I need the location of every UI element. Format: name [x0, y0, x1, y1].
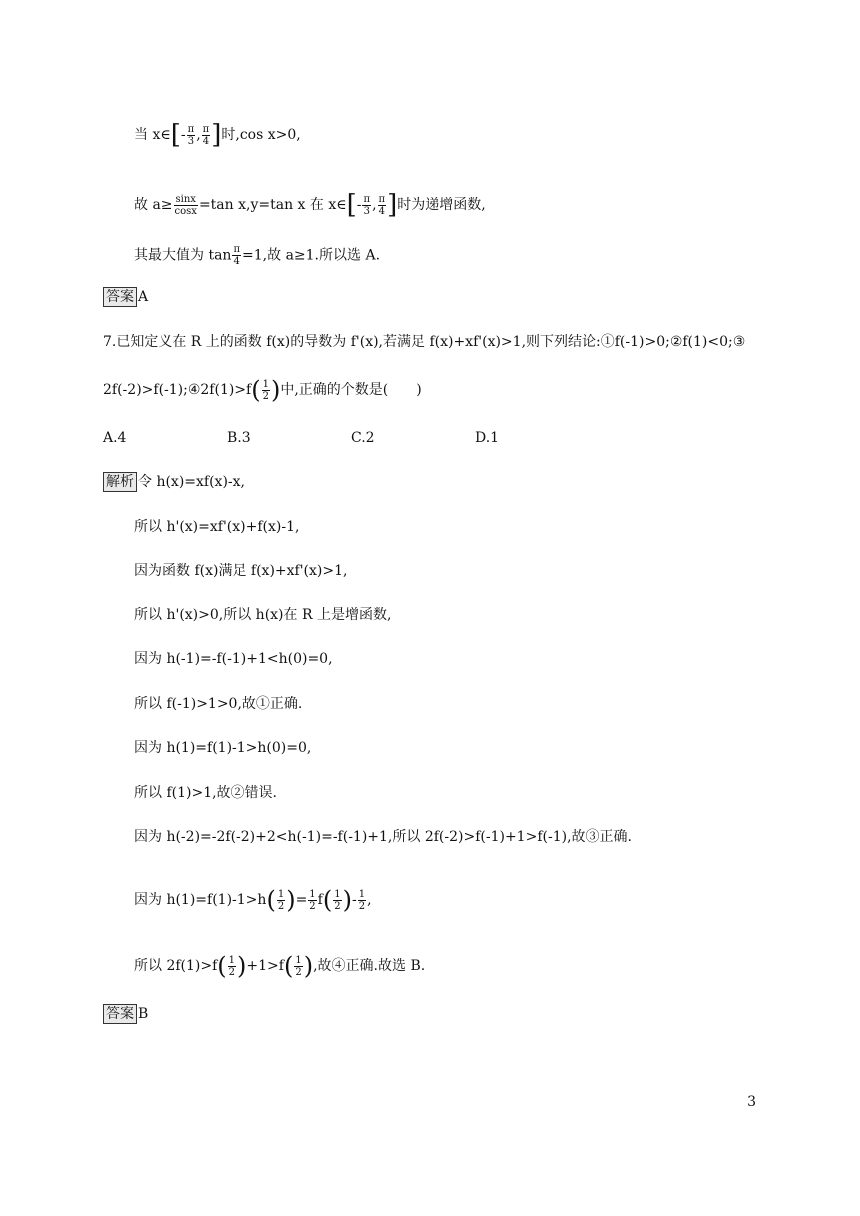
fraction: $\frac{\pi}{4}$: [202, 123, 210, 147]
fraction: $\frac{1}{2}$: [309, 888, 316, 912]
answer-tag: 答案: [103, 287, 137, 307]
choice-a: A.4: [103, 430, 127, 446]
analysis-line-2: 因为函数 f(x)满足 f(x)+xf'(x)>1,: [134, 563, 348, 579]
fraction: $\frac{1}{2}$: [334, 888, 341, 912]
solution-line-1: 当 x∈[- $\frac{\pi}{3}$ , $\frac{\pi}{4}$ ]时,cos x>0,: [134, 120, 301, 150]
analysis-line-7: 所以 f(1)>1,故②错误.: [134, 785, 278, 801]
analysis-line-4: 因为 h(-1)=-f(-1)+1<h(0)=0,: [134, 651, 333, 667]
fraction: $\frac{1}{2}$: [262, 378, 269, 402]
choice-b: B.3: [227, 430, 251, 446]
solution-line-2: 故 a≥ $\frac{\sin x}{\cos x}$ =tan x,y=tan x 在 x∈[- $\frac{\pi}{3}$ , $\frac{\pi}{4}$ ]时为递增函数,: [134, 190, 486, 220]
fraction: $\frac{1}{2}$: [277, 888, 285, 912]
analysis-line-6: 因为 h(1)=f(1)-1>h(0)=0,: [134, 740, 312, 756]
answer-row: [103, 1004, 148, 1024]
page-number: 3: [747, 1094, 756, 1110]
fraction: $\frac{1}{2}$: [295, 954, 302, 978]
analysis-line-3: 所以 h'(x)>0,所以 h(x)在 R 上是增函数,: [134, 607, 392, 623]
question-7-line-1: 7.已知定义在 R 上的函数 f(x)的导数为 f'(x),若满足 f(x)+xf'(x)>1,则下列结论:①f(-1)>0;②f(1)<0;③: [103, 334, 746, 350]
analysis-line-10: 所以 2f(1)>f( $\frac{1}{2}$ )+1>f( $\frac{1}{2}$ ),故④正确.故选 B.: [134, 952, 426, 980]
fraction: $\frac{\pi}{3}$: [363, 193, 371, 217]
question-7-line-2: 2f(-2)>f(-1);④2f(1)>f( $\frac{1}{2}$ )中,正确的个数是( ): [103, 376, 422, 404]
analysis-line-5: 所以 f(-1)>1>0,故①正确.: [134, 696, 303, 712]
answer-tag: 答案: [103, 1004, 137, 1024]
analysis-row: 解析 令 h(x)=xf(x)-x,: [103, 472, 245, 492]
analysis-line-1: 所以 h'(x)=xf'(x)+f(x)-1,: [134, 519, 300, 535]
fraction: $\frac{1}{2}$: [228, 954, 236, 978]
answer-choices: [103, 428, 599, 448]
fraction: $\frac{\pi}{4}$: [233, 244, 241, 267]
analysis-line-9: 因为 h(1)=f(1)-1>h( $\frac{1}{2}$ )= $\frac{1}{2}$ f( $\frac{1}{2}$ )- $\frac{1}{2}$ ,: [134, 886, 372, 914]
analysis-tag: 解析: [103, 472, 137, 492]
fraction: $\frac{\pi}{4}$: [378, 193, 386, 217]
answer-row: [103, 287, 148, 307]
analysis-line-8: 因为 h(-2)=-2f(-2)+2<h(-1)=-f(-1)+1,所以 2f(-2)>f(-1)+1>f(-1),故③正确.: [134, 829, 632, 845]
solution-line-3: 其最大值为 tan $\frac{\pi}{4}$ =1,故 a≥1.所以选 A.: [134, 244, 381, 267]
choice-c: C.2: [351, 430, 375, 446]
answer-value: B: [138, 1006, 149, 1022]
fraction: $\frac{1}{2}$: [358, 888, 366, 912]
choice-d: D.1: [475, 430, 500, 446]
fraction: $\frac{\sin x}{\cos x}$: [174, 193, 197, 217]
answer-value: A: [138, 289, 149, 305]
fraction: $\frac{\pi}{3}$: [187, 123, 195, 147]
